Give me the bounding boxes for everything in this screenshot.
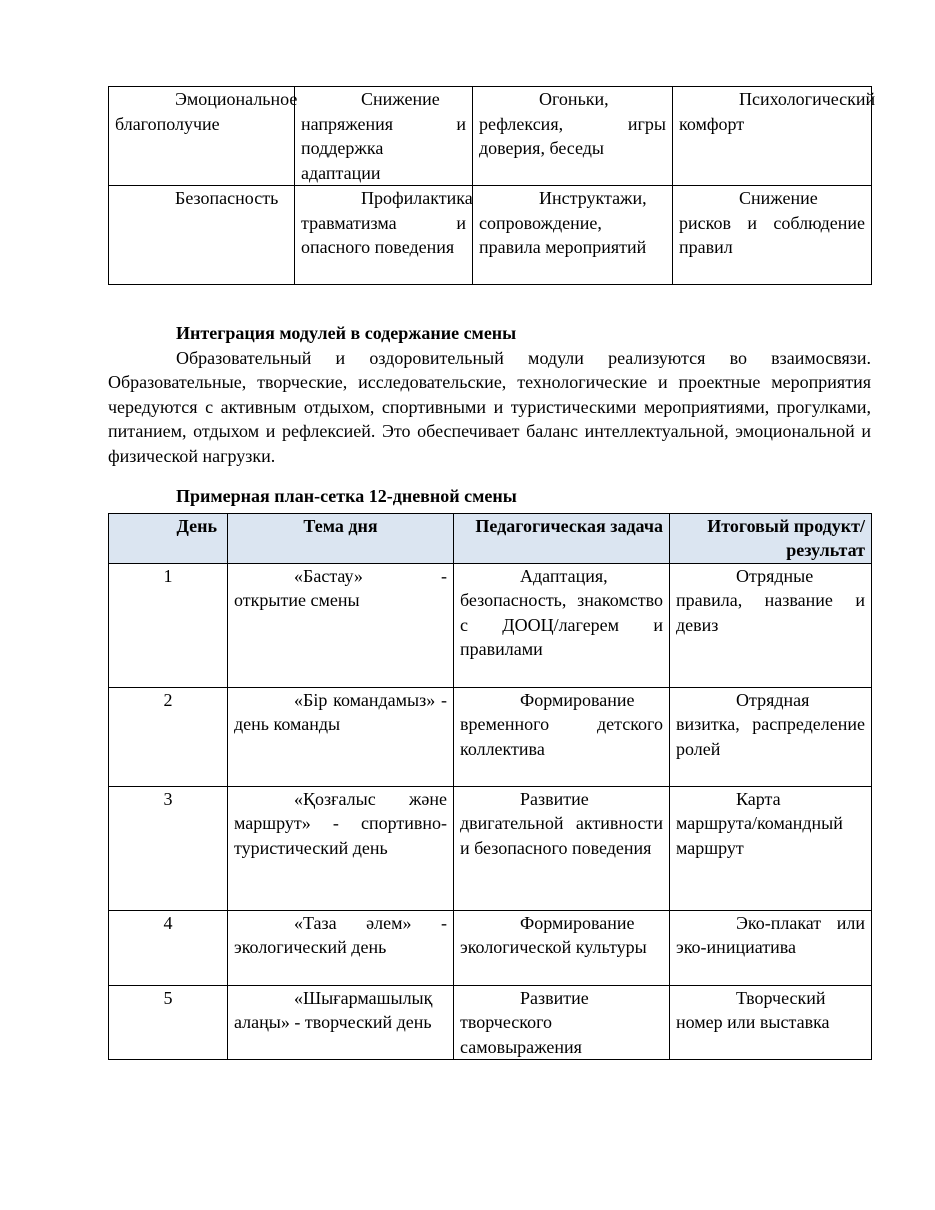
- modules-table: [108, 86, 876, 285]
- day-task: Развитие двигательной активности и безопасного поведения: [454, 786, 670, 910]
- table-row: [109, 87, 872, 186]
- table-row: [109, 985, 872, 1060]
- day-result: Карта маршрута/командный маршрут: [670, 786, 872, 910]
- section-heading: Интеграция модулей в содержание смены: [176, 323, 517, 343]
- day-topic: «Таза әлем» - экологический день: [228, 910, 454, 985]
- day-number: 1: [109, 563, 228, 687]
- day-topic: «Бір командамыз» - день команды: [228, 687, 454, 786]
- day-topic: «Қозғалыс және маршрут» - спортивно-туристический день: [228, 786, 454, 910]
- table-cell: Безопасность: [109, 186, 295, 285]
- day-topic: «Шығармашылық алаңы» - творческий день: [228, 985, 454, 1060]
- column-header-day: День: [109, 513, 228, 563]
- section-paragraph: Образовательный и оздоровительный модули реализуются во взаимосвязи. Образовательные, творческие, исследовательские, технологические и проектные мероприятия чередуются с активным отдыхом, спортивными и туристическими мероприятиями, прогулками, питанием, отдыхом и рефлексией. Это обеспечивает баланс интеллектуальной, эмоциональной и физической нагрузки.: [108, 347, 871, 466]
- day-topic: «Бастау» - открытие смены: [228, 563, 454, 687]
- day-result: Отрядная визитка, распределение ролей: [670, 687, 872, 786]
- day-number: 2: [109, 687, 228, 786]
- day-number: 4: [109, 910, 228, 985]
- table-row: [109, 563, 872, 687]
- column-header-topic: Тема дня: [228, 513, 454, 563]
- column-header-task: Педагогическая задача: [454, 513, 670, 563]
- column-header-result: Итоговый продукт/результат: [670, 513, 872, 563]
- table-row: [109, 910, 872, 985]
- day-task: Формирование временного детского коллектива: [454, 687, 670, 786]
- day-task: Адаптация, безопасность, знакомство с ДООЦ/лагерем и правилами: [454, 563, 670, 687]
- table-row: [109, 786, 872, 910]
- section-heading: Примерная план-сетка 12-дневной смены: [176, 486, 517, 506]
- table-row: [109, 186, 872, 285]
- day-number: 5: [109, 985, 228, 1060]
- document-page: [108, 86, 876, 1060]
- table-cell: Психологический комфорт: [673, 87, 872, 186]
- day-task: Формирование экологической культуры: [454, 910, 670, 985]
- day-number: 3: [109, 786, 228, 910]
- table-cell: Эмоциональное благополучие: [109, 87, 295, 186]
- table-header-row: [109, 513, 872, 563]
- schedule-table: [108, 513, 872, 1061]
- table-cell: Огоньки, рефлексия, игры доверия, беседы: [473, 87, 673, 186]
- table-cell: Инструктажи, сопровождение, правила мероприятий: [473, 186, 673, 285]
- day-result: Эко-плакат или эко-инициатива: [670, 910, 872, 985]
- day-task: Развитие творческого самовыражения: [454, 985, 670, 1060]
- day-result: Отрядные правила, название и девиз: [670, 563, 872, 687]
- day-result: Творческий номер или выставка: [670, 985, 872, 1060]
- table-cell: Снижение напряжения и поддержка адаптации: [295, 87, 473, 186]
- table-cell: Снижение рисков и соблюдение правил: [673, 186, 872, 285]
- table-row: [109, 687, 872, 786]
- table-cell: Профилактика травматизма и опасного поведения: [295, 186, 473, 285]
